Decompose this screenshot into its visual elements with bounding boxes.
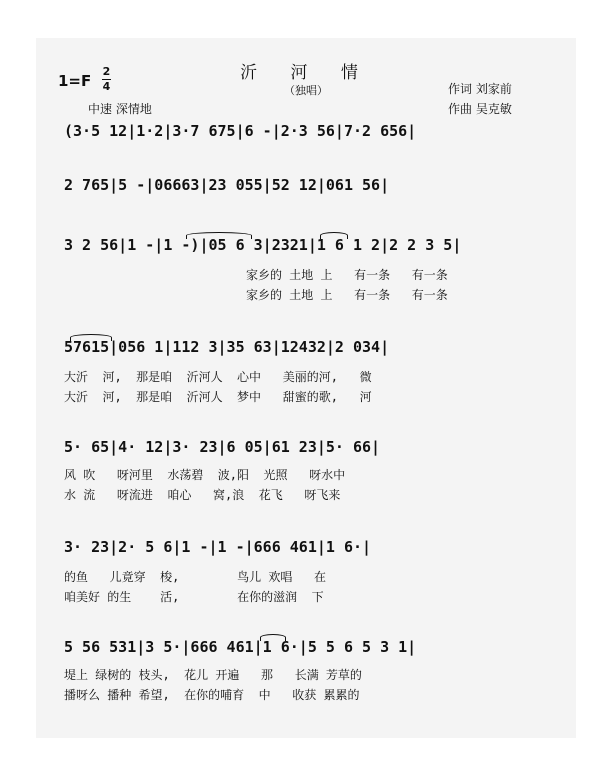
slur-mark (186, 232, 252, 239)
lyric-row-4-verse-1: 大沂 河, 那是咱 沂河人 心中 美丽的河, 微 (64, 370, 372, 384)
notation-row-5: 5· 65|4· 12|3· 23|6 05|61 23|5· 66| (64, 438, 381, 456)
lyric-row-5-verse-2: 水 流 呀流进 咱心 窝,浪 花飞 呀飞来 (64, 488, 341, 502)
song-title: 沂 河 情 (240, 63, 372, 83)
time-signature-bottom: 4 (102, 80, 111, 93)
notation-row-4: 57615|056 1|112 3|35 63|12432|2 034| (64, 338, 390, 356)
lyric-row-6-verse-1: 的鱼 儿竟穿 梭, 鸟儿 欢唱 在 (64, 570, 327, 584)
lyric-row-5-verse-1: 风 吹 呀河里 水荡碧 波,阳 光照 呀水中 (64, 468, 346, 482)
notation-row-3: 3 2 56|1 -|1 -)|05 6 3|2321|1 6 1 2|2 2 3 5| (64, 236, 462, 254)
slur-mark (260, 634, 286, 641)
lyric-row-7-verse-2: 播呀么 播种 希望, 在你的哺育 中 收获 累累的 (64, 688, 360, 702)
lyricist-credit: 作词 刘家前 (448, 82, 512, 96)
lyric-row-7-verse-1: 堤上 绿树的 枝头, 花儿 开遍 那 长满 芳草的 (64, 668, 362, 682)
notation-row-6: 3· 23|2· 5 6|1 -|1 -|666 461|1 6·| (64, 538, 372, 556)
lyric-row-3-verse-2: 家乡的 土地 上 有一条 有一条 (246, 288, 448, 302)
time-signature (102, 66, 111, 93)
notation-row-1: (3·5 12|1·2|3·7 675|6 -|2·3 56|7·2 656| (64, 122, 417, 140)
notation-row-7: 5 56 531|3 5·|666 461|1 6·|5 5 6 5 3 1| (64, 638, 417, 656)
song-subtitle: （独唱） (284, 84, 328, 97)
lyric-row-3-verse-1: 家乡的 土地 上 有一条 有一条 (246, 268, 448, 282)
composer-credit: 作曲 吴克敏 (448, 102, 512, 116)
tempo-marking: 中速 深情地 (88, 102, 152, 116)
slur-mark (320, 232, 348, 239)
slur-mark (70, 334, 112, 341)
time-signature-top: 2 (102, 65, 111, 78)
lyric-row-6-verse-2: 咱美好 的生 活, 在你的滋润 下 (64, 590, 324, 604)
notation-row-2: 2 765|5 -|06663|23 055|52 12|061 56| (64, 176, 390, 194)
lyric-row-4-verse-2: 大沂 河, 那是咱 沂河人 梦中 甜蜜的歌, 河 (64, 390, 372, 404)
key-signature: 1=F (58, 72, 92, 90)
